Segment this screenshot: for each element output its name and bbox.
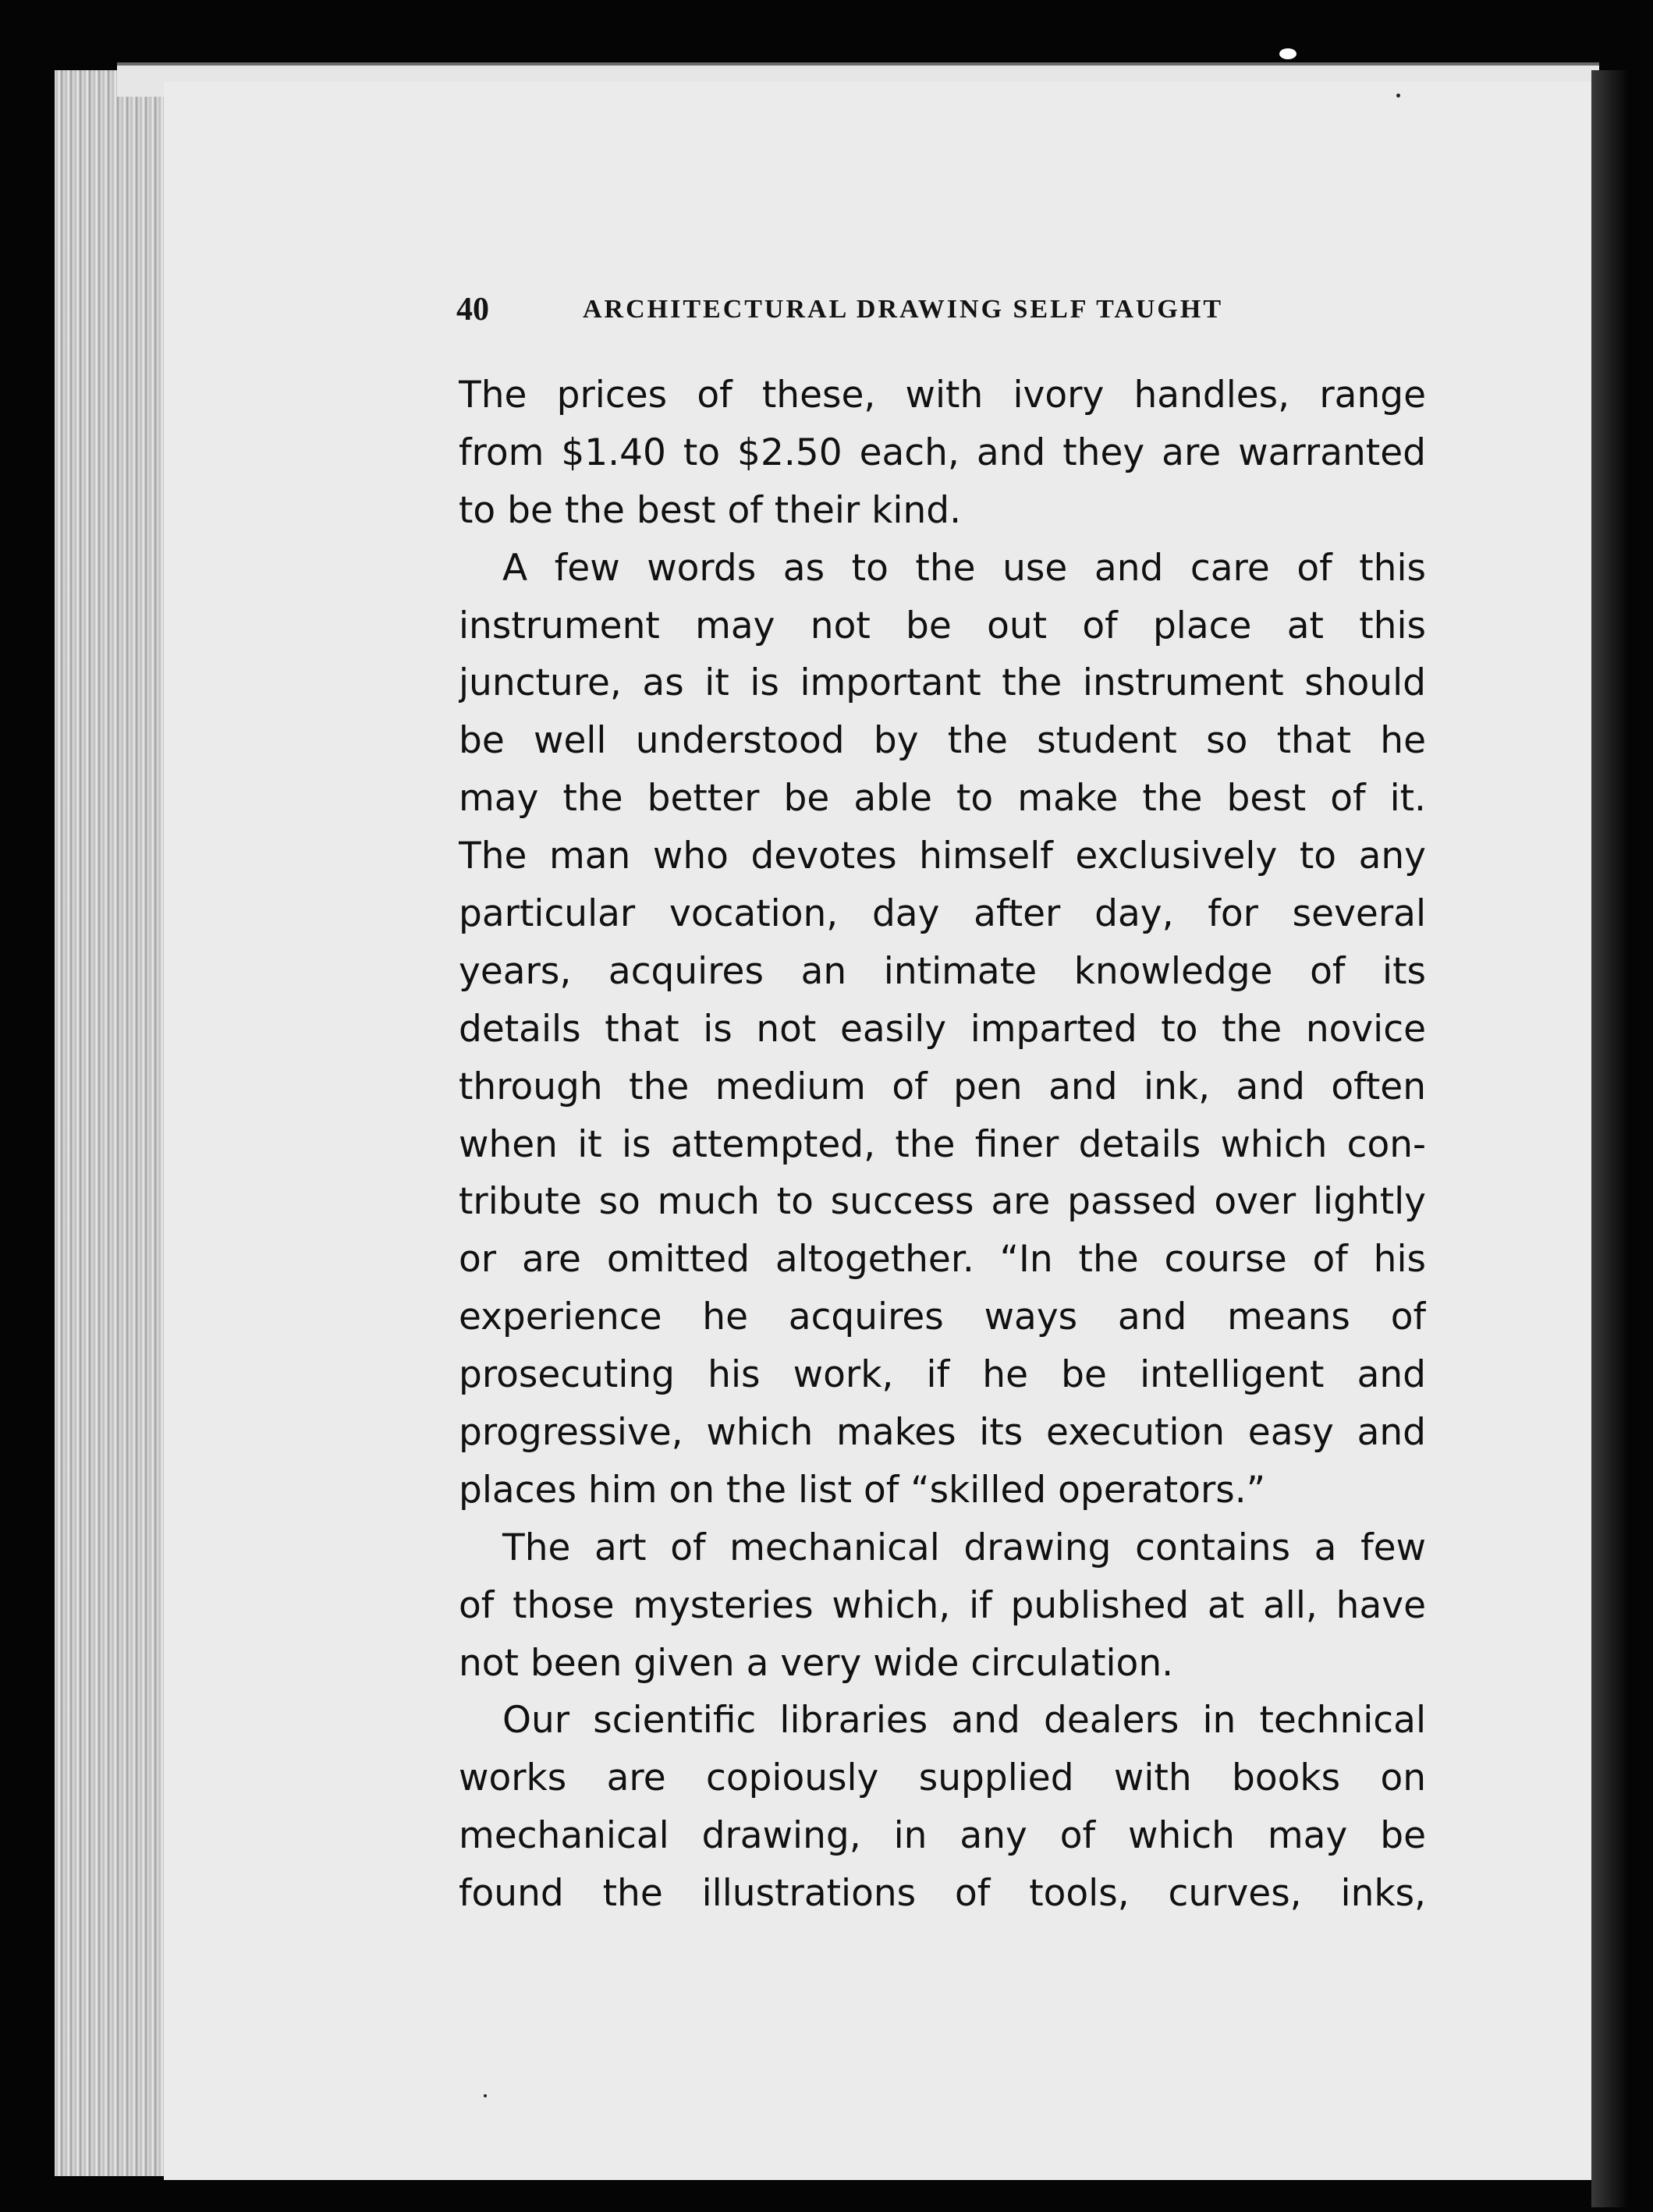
text-line: The prices of these, with ivory handles, range	[459, 374, 1426, 417]
text-line: progressive, which makes its execution easy and	[459, 1411, 1426, 1455]
speck	[484, 2094, 487, 2097]
text-line: particular vocation, day after day, for several	[459, 892, 1426, 936]
running-title: ARCHITECTURAL DRAWING SELF TAUGHT	[583, 295, 1224, 324]
text-line: from $1.40 to $2.50 each, and they are warranted	[459, 431, 1426, 474]
text-line: when it is attempted, the finer details which con-	[459, 1122, 1426, 1166]
text-line: be well understood by the student so that he	[459, 719, 1426, 763]
text-line: years, acquires an intimate knowledge of its	[459, 949, 1426, 993]
text-line: to be the best of their kind.	[459, 488, 962, 532]
text-line: may the better be able to make the best of it.	[459, 777, 1426, 821]
text-line: of those mysteries which, if published at all, have	[459, 1583, 1426, 1627]
page-stack-edges	[55, 70, 172, 2176]
text-line: prosecuting his work, if he be intelligent and	[459, 1353, 1426, 1397]
text-line: mechanical drawing, in any of which may be	[459, 1814, 1426, 1858]
body-text	[459, 367, 1426, 1923]
text-line: found the illustrations of tools, curves, inks,	[459, 1872, 1426, 1916]
text-line: A few words as to the use and care of this	[502, 546, 1426, 590]
text-line: experience he acquires ways and means of	[459, 1296, 1426, 1339]
text-line: through the medium of pen and ink, and often	[459, 1065, 1426, 1108]
text-line: places him on the list of “skilled operators.”	[459, 1468, 1266, 1512]
speck	[1279, 48, 1297, 59]
text-line: Our scientific libraries and dealers in technical	[502, 1699, 1426, 1742]
binding-shadow	[1591, 70, 1653, 2207]
speck	[1396, 94, 1400, 97]
text-line: The man who devotes himself exclusively to any	[459, 835, 1426, 878]
text-line: works are copiously supplied with books on	[459, 1756, 1426, 1800]
text-line: tribute so much to success are passed over lightly	[459, 1180, 1426, 1224]
text-line: not been given a very wide circulation.	[459, 1641, 1174, 1685]
page-number: 40	[456, 292, 489, 328]
text-line: The art of mechanical drawing contains a few	[502, 1526, 1426, 1569]
text-line: details that is not easily imparted to the novice	[459, 1007, 1426, 1051]
text-line: or are omitted altogether. “In the course of his	[459, 1238, 1426, 1281]
text-line: instrument may not be out of place at this	[459, 604, 1426, 647]
text-line: juncture, as it is important the instrument should	[459, 661, 1426, 705]
running-header	[456, 290, 1283, 329]
